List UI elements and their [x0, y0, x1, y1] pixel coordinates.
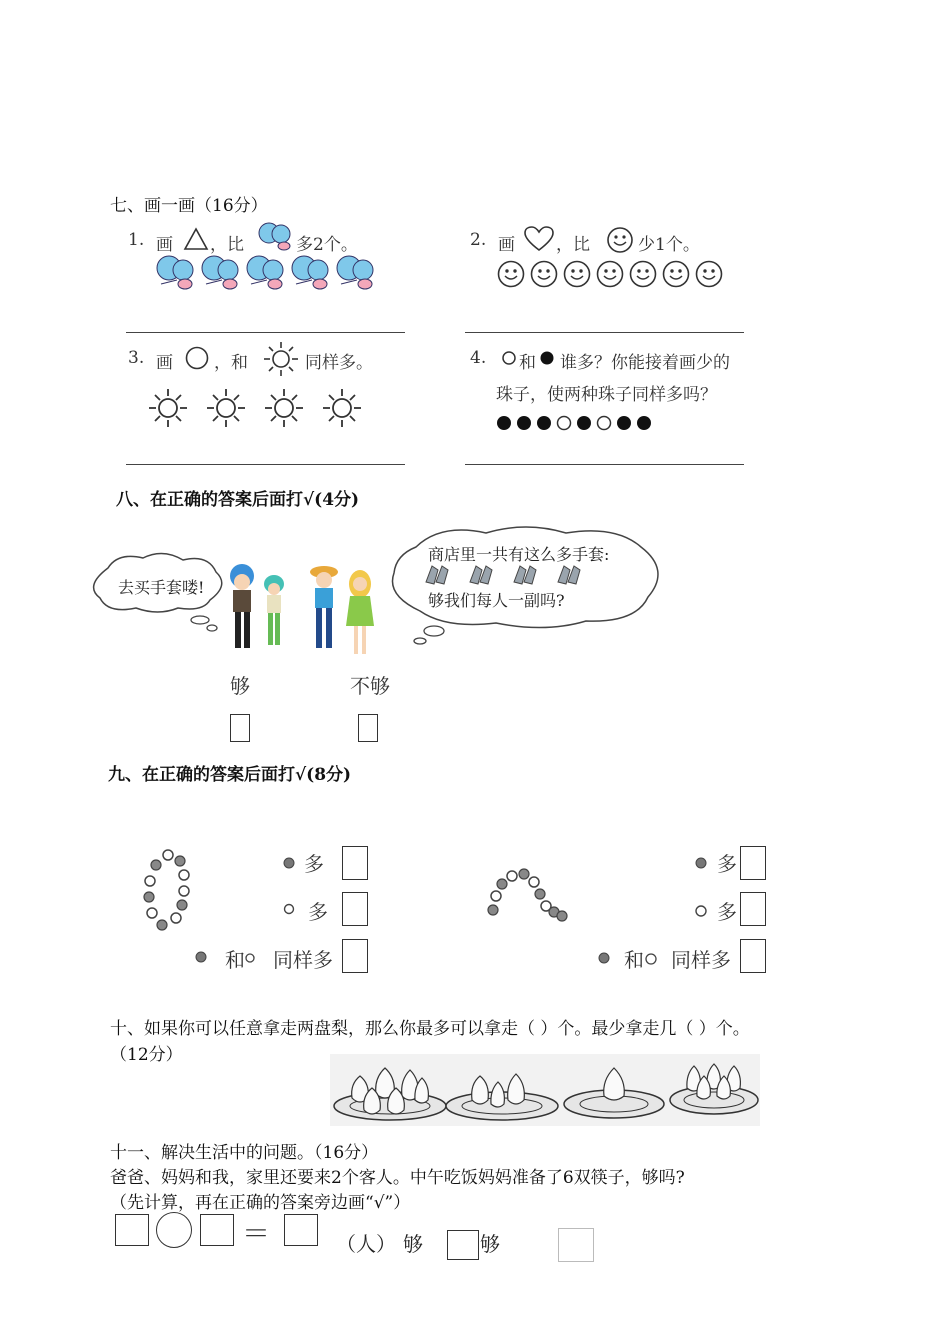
left-black-more-box[interactable]	[342, 846, 368, 880]
q2-answer-line	[465, 332, 744, 333]
right-white-more-box[interactable]	[740, 892, 766, 926]
bead-arc	[484, 866, 570, 922]
left-white-more-label: 多	[308, 900, 328, 924]
option-enough-label: 够	[230, 674, 250, 698]
q1-tail-text: 多2个。	[296, 235, 358, 255]
q2-number: 2.	[470, 230, 487, 250]
left-same-box[interactable]	[342, 939, 368, 973]
q3-and-text: ，和	[214, 353, 248, 373]
q3-answer-line	[126, 464, 405, 465]
left-and-label: 和	[225, 948, 245, 972]
option-not-enough-label: 不够	[350, 674, 390, 698]
butterfly-icon	[258, 222, 292, 252]
right-white-more-label: 多	[717, 900, 737, 924]
left-black-more-label: 多	[304, 852, 324, 876]
q3-draw-text: 画	[156, 353, 173, 373]
child-girl-blonde	[346, 570, 374, 654]
bead-string	[496, 414, 656, 434]
q3-number: 3.	[128, 348, 145, 368]
left-white-more-box[interactable]	[342, 892, 368, 926]
glove-icon	[426, 566, 448, 584]
q1-draw-text: 画	[156, 235, 173, 255]
sun-icon	[265, 389, 303, 427]
equals-sign: ＝	[242, 1217, 271, 1250]
pear-plates	[330, 1054, 760, 1126]
enough-label-2: 够	[480, 1232, 500, 1256]
butterfly-icon	[157, 256, 193, 289]
smiley-icon	[606, 226, 634, 254]
sec11-title: 十一、解决生活中的问题。（16分）	[110, 1143, 379, 1163]
left-same-label: 同样多	[273, 948, 333, 972]
q1-number: 1.	[128, 230, 145, 250]
right-black-more-label: 多	[717, 852, 737, 876]
gray-bead-icon	[194, 950, 208, 964]
enough-checkbox[interactable]	[230, 714, 250, 742]
equation-result-box[interactable]	[284, 1214, 318, 1246]
q4-number: 4.	[470, 348, 487, 368]
butterfly-row	[155, 254, 370, 294]
enough-answer-box[interactable]	[447, 1230, 479, 1260]
extra-answer-box[interactable]	[558, 1228, 594, 1262]
circle-icon	[185, 346, 211, 372]
child-boy-blue	[230, 564, 254, 648]
right-same-label: 同样多	[671, 948, 731, 972]
q1-than-text: ，比	[210, 235, 244, 255]
sec10-question: 十、如果你可以任意拿走两盘梨，那么你最多可以拿走（ ）个。最少拿走几（ ）个。	[110, 1019, 750, 1039]
sec8-title: 八、在正确的答案后面打√(4分)	[116, 490, 360, 510]
glove-icon	[470, 566, 492, 584]
smiley-icon	[598, 262, 623, 287]
not-enough-checkbox[interactable]	[358, 714, 378, 742]
q1-answer-line	[126, 332, 405, 333]
gloves-row	[424, 562, 600, 586]
unit-label: （人）	[336, 1232, 396, 1256]
smiley-row	[497, 260, 727, 290]
equation-operator-circle[interactable]	[156, 1212, 192, 1248]
white-bead-icon	[282, 902, 296, 916]
q2-than-text: ，比	[556, 235, 590, 255]
children-illustration	[222, 562, 392, 662]
equation-box-1[interactable]	[115, 1214, 149, 1246]
child-boy-hat	[310, 566, 338, 648]
sun-icon	[262, 340, 300, 378]
bubble-left-text: 去买手套喽!	[118, 578, 205, 597]
bead-ring	[140, 845, 196, 937]
sun-icon	[323, 389, 361, 427]
gray-bead-icon	[597, 951, 611, 965]
q4-line2: 珠子，使两种珠子同样多吗？	[496, 385, 717, 405]
smiley-icon	[499, 262, 524, 287]
q2-draw-text: 画	[498, 235, 515, 255]
butterfly-icon	[337, 256, 373, 289]
triangle-icon	[184, 228, 208, 250]
right-and-label: 和	[624, 948, 644, 972]
butterfly-icon	[292, 256, 328, 289]
right-black-more-box[interactable]	[740, 846, 766, 880]
gray-bead-icon	[694, 856, 708, 870]
sec11-question: 爸爸、妈妈和我，家里还要来2个客人。中午吃饭妈妈准备了6双筷子，够吗?	[110, 1168, 685, 1188]
black-bead-icon	[540, 350, 556, 366]
q4-line1: 谁多？你能接着画少的	[560, 353, 730, 373]
smiley-icon	[532, 262, 557, 287]
q4-and-text: 和	[519, 353, 536, 373]
sec10-score: （12分）	[110, 1045, 183, 1065]
sun-icon	[149, 389, 187, 427]
glove-icon	[514, 566, 536, 584]
q3-tail-text: 同样多。	[305, 353, 373, 373]
sec9-title: 九、在正确的答案后面打√(8分)	[108, 765, 352, 785]
smiley-icon	[631, 262, 656, 287]
equation-box-2[interactable]	[200, 1214, 234, 1246]
white-bead-icon	[244, 952, 256, 964]
sun-row	[148, 388, 368, 430]
q2-tail-text: 少1个。	[638, 235, 700, 255]
smiley-icon	[565, 262, 590, 287]
white-bead-icon	[644, 952, 658, 966]
bubble-right-line2: 够我们每人一副吗?	[428, 591, 565, 610]
smiley-icon	[664, 262, 689, 287]
heart-icon	[524, 226, 554, 252]
butterfly-icon	[247, 256, 283, 289]
white-bead-icon	[694, 904, 708, 918]
enough-label: 够	[403, 1232, 423, 1256]
child-girl-teal	[264, 575, 284, 645]
sun-icon	[207, 389, 245, 427]
butterfly-icon	[202, 256, 238, 289]
sec7-title: 七、画一画（16分）	[110, 196, 268, 216]
smiley-icon	[697, 262, 722, 287]
right-same-box[interactable]	[740, 939, 766, 973]
gray-bead-icon	[282, 856, 296, 870]
q4-answer-line	[465, 464, 744, 465]
bubble-right-line1: 商店里一共有这么多手套:	[428, 545, 610, 564]
glove-icon	[558, 566, 580, 584]
sec11-instruction: （先计算，再在正确的答案旁边画“√”）	[110, 1193, 411, 1213]
white-bead-icon	[502, 350, 518, 366]
